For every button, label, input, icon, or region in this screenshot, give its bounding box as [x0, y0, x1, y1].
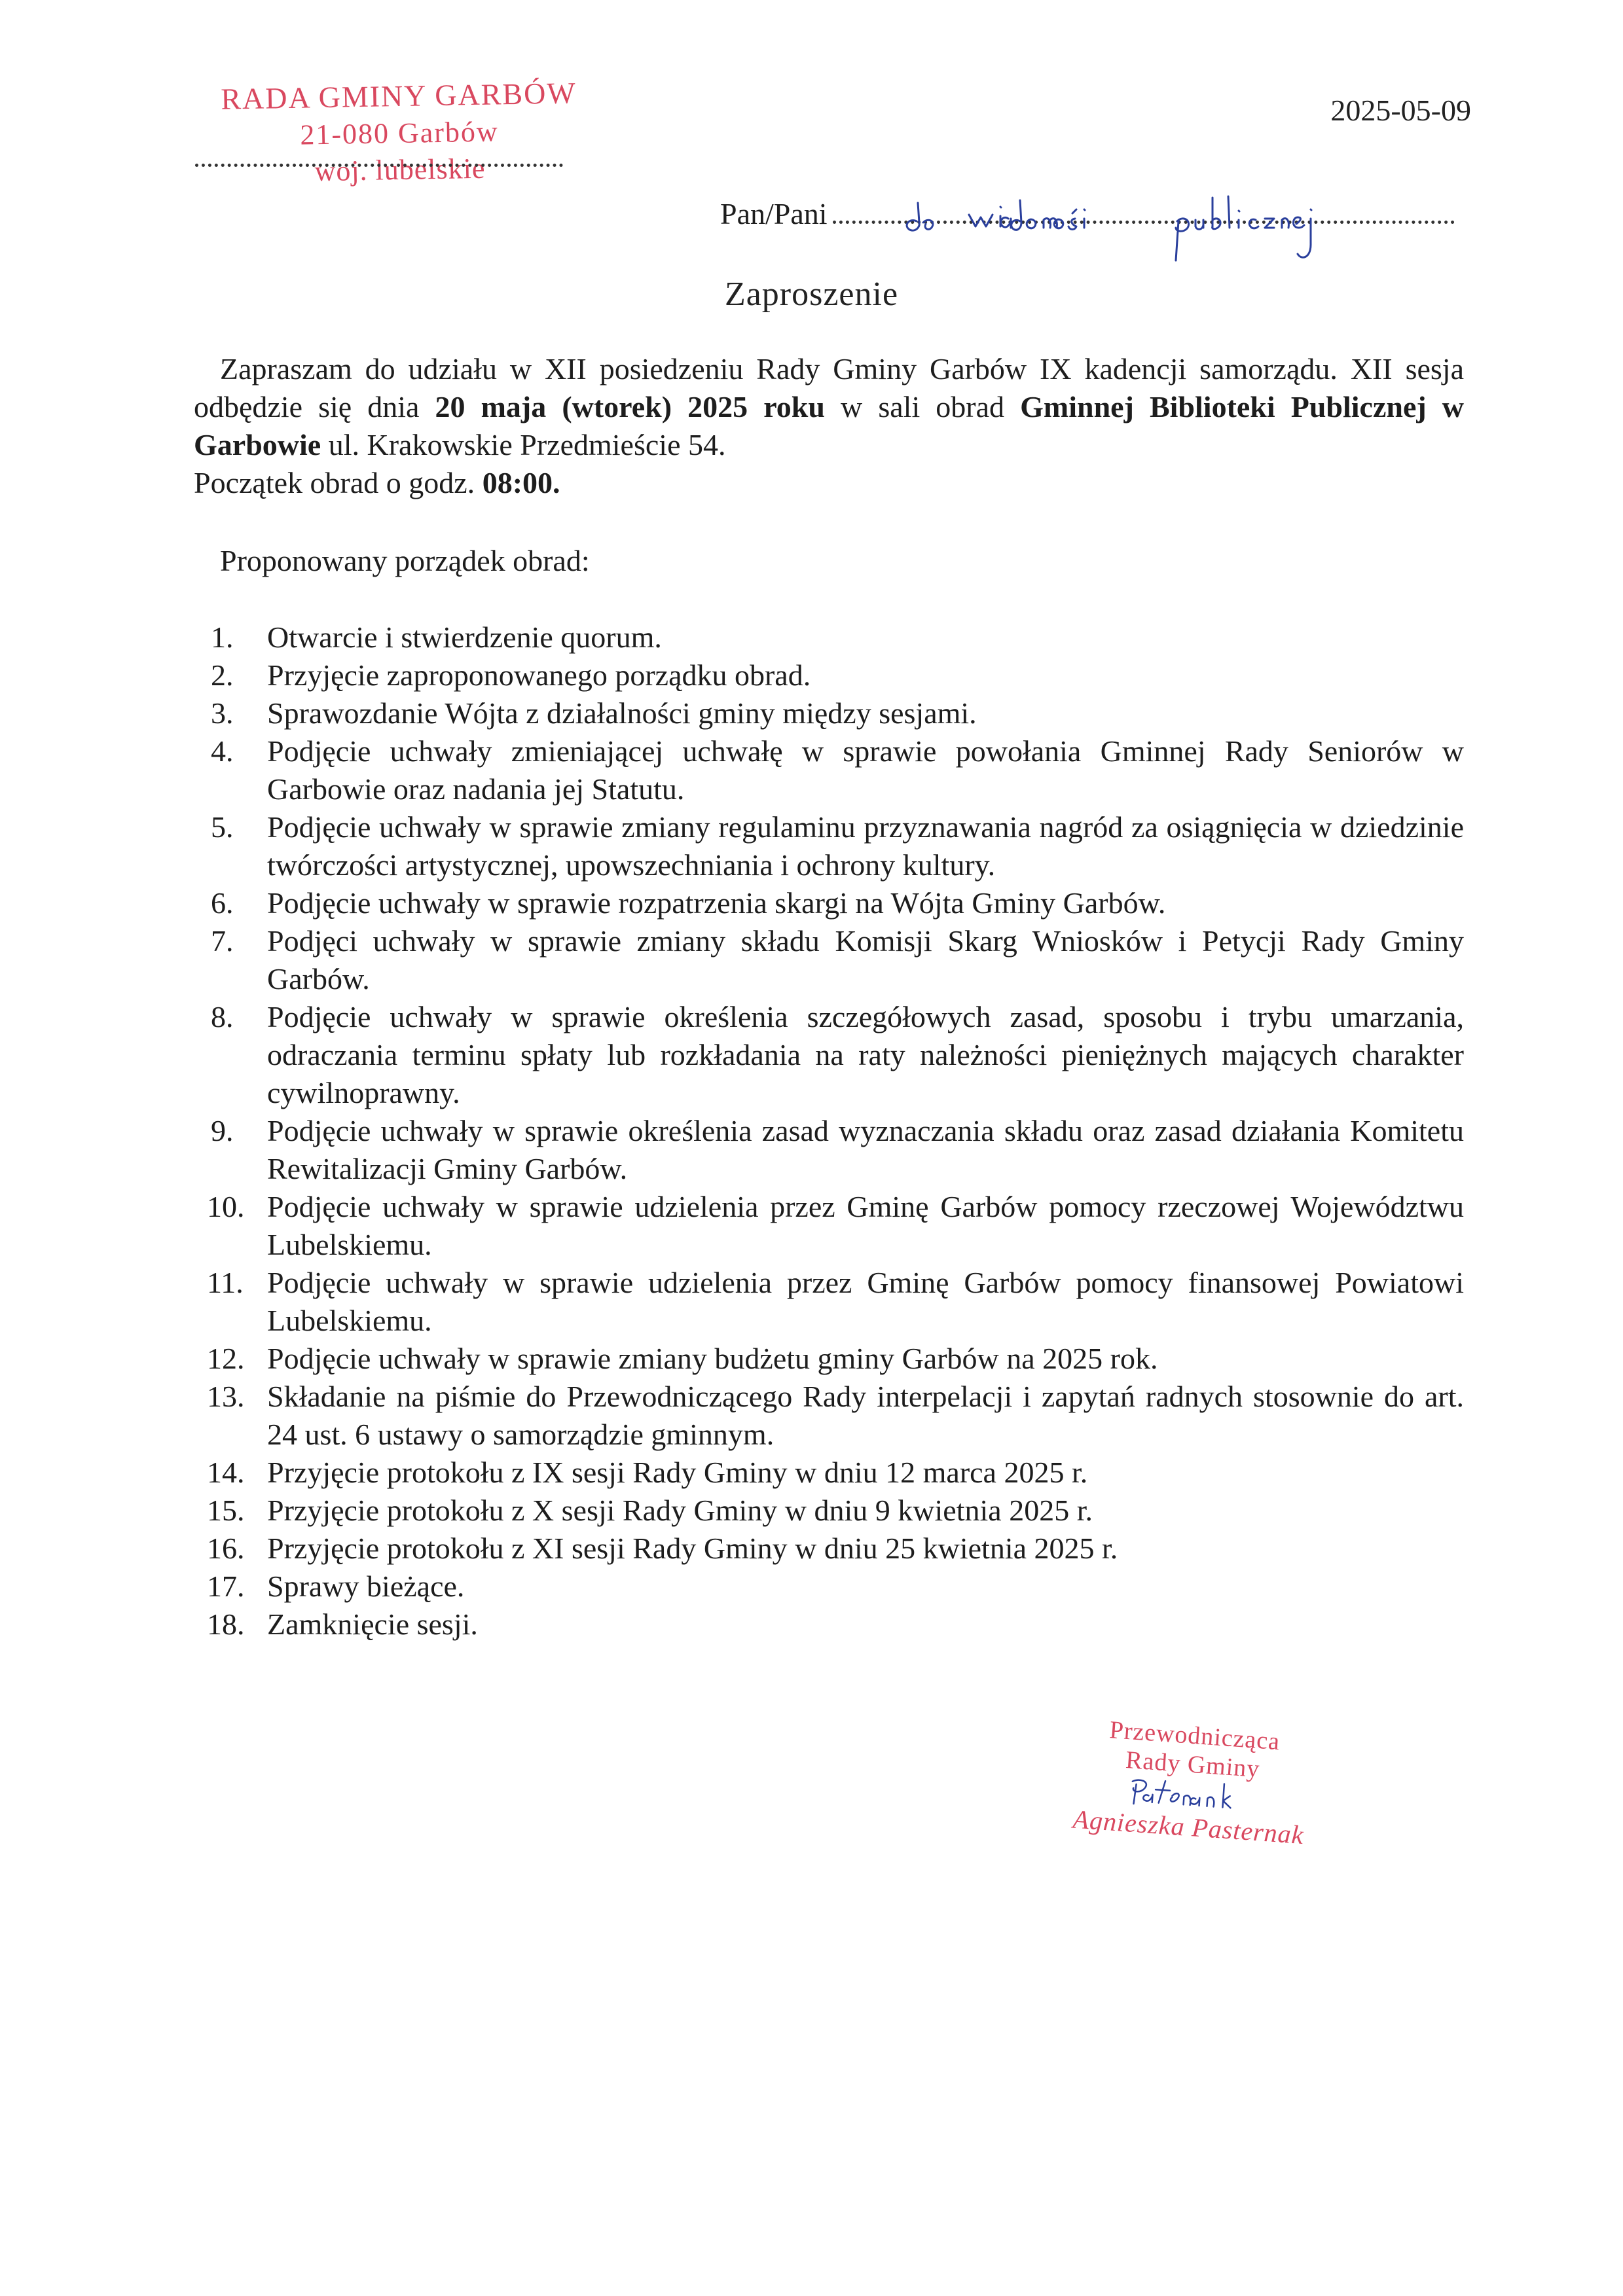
intro-text-c: w sali obrad	[824, 390, 1021, 423]
stamp-line-name: RADA GMINY GARBÓW	[220, 76, 577, 116]
agenda-item	[194, 1340, 1464, 1378]
agenda-item	[194, 1530, 1464, 1568]
agenda-item	[194, 732, 1464, 808]
agenda-item	[194, 998, 1464, 1112]
agenda-item-text: Zamknięcie sesji.	[267, 1607, 478, 1641]
agenda-item-number: 17.	[207, 1570, 245, 1603]
agenda-item	[194, 1112, 1464, 1188]
agenda-item-text: Podjęcie uchwały zmieniającej uchwałę w sprawie powołania Gminnej Rady Seniorów w Garbowie oraz nadania jej Statutu.	[267, 734, 1464, 806]
agenda-item-text: Podjęcie uchwały w sprawie zmiany budżetu gminy Garbów na 2025 rok.	[267, 1342, 1158, 1375]
agenda-item-number: 10.	[207, 1190, 245, 1223]
agenda-item-text: Podjęci uchwały w sprawie zmiany składu Komisji Skarg Wniosków i Petycji Rady Gminy Garbów.	[267, 924, 1464, 996]
agenda-item-text: Podjęcie uchwały w sprawie zmiany regulaminu przyznawania nagród za osiągnięcia w dziedzinie twórczości artystycznej, upowszechniania i ochrony kultury.	[267, 810, 1464, 882]
invitation-paragraph	[194, 350, 1464, 464]
agenda-item	[194, 808, 1464, 884]
session-date: 20 maja (wtorek) 2025 roku	[435, 390, 825, 423]
signature-name: Agnieszka Pasternak	[1072, 1804, 1305, 1850]
agenda-item-text: Podjęcie uchwały w sprawie określenia szczegółowych zasad, sposobu i trybu umarzania, odraczania terminu spłaty lub rozkładania na raty należności pieniężnych mających charakter cywilnoprawny.	[267, 1000, 1464, 1109]
agenda-item-number: 4.	[211, 734, 234, 768]
agenda-item	[194, 1378, 1464, 1454]
document-date: 2025-05-09	[1330, 94, 1471, 127]
agenda-item-number: 2.	[211, 658, 234, 692]
signature-stamp	[1044, 1712, 1340, 1853]
agenda-item-text: Przyjęcie protokołu z X sesji Rady Gminy w dniu 9 kwietnia 2025 r.	[267, 1494, 1093, 1527]
agenda-item	[194, 884, 1464, 922]
agenda-item	[194, 1454, 1464, 1492]
agenda-item-text: Podjęcie uchwały w sprawie udzielenia przez Gminę Garbów pomocy finansowej Powiatowi Lubelskiemu.	[267, 1266, 1464, 1337]
stamp-line-postcode: 21-080 Garbów	[299, 115, 500, 151]
venue-name: Gminnej Biblioteki Publicznej w Garbowie	[194, 390, 1465, 461]
agenda-item-number: 6.	[211, 886, 234, 920]
agenda-item-text: Podjęcie uchwały w sprawie określenia zasad wyznaczania składu oraz zasad działania Komitetu Rewitalizacji Gminy Garbów.	[267, 1114, 1464, 1185]
agenda-item-text: Sprawy bieżące.	[267, 1570, 465, 1603]
agenda-item-text: Przyjęcie zaproponowanego porządku obrad.	[267, 658, 811, 692]
agenda-item-number: 12.	[207, 1342, 245, 1375]
agenda-item-number: 9.	[211, 1114, 234, 1147]
agenda-item	[194, 1264, 1464, 1340]
agenda-item-text: Otwarcie i stwierdzenie quorum.	[267, 620, 662, 654]
start-time-value: 08:00.	[482, 466, 560, 499]
agenda-item	[194, 1188, 1464, 1264]
agenda-item-number: 15.	[207, 1494, 245, 1527]
agenda-item-text: Podjęcie uchwały w sprawie udzielenia przez Gminę Garbów pomocy rzeczowej Województwu Lubelskiemu.	[267, 1190, 1464, 1261]
agenda-item-number: 1.	[211, 620, 234, 654]
agenda-item-number: 3.	[211, 696, 234, 730]
stamp-dotted-line	[195, 164, 563, 167]
agenda-heading: Proponowany porządek obrad:	[220, 544, 590, 577]
agenda-item	[194, 656, 1464, 694]
start-time-label: Początek obrad o godz.	[194, 466, 483, 499]
agenda-item-number: 13.	[207, 1380, 245, 1413]
council-stamp	[196, 74, 604, 192]
agenda-item	[194, 619, 1464, 656]
agenda-list	[194, 619, 1464, 1643]
agenda-item	[194, 1492, 1464, 1530]
invitation-body	[194, 350, 1464, 502]
agenda-item-text: Podjęcie uchwały w sprawie rozpatrzenia skargi na Wójta Gminy Garbów.	[267, 886, 1166, 920]
agenda-item-number: 7.	[211, 924, 234, 958]
page-title: Zaproszenie	[724, 276, 899, 313]
agenda-item	[194, 1605, 1464, 1643]
addressee-label: Pan/Pani	[720, 197, 828, 230]
agenda-item-number: 8.	[211, 1000, 234, 1033]
signature-body: Rady Gminy	[1125, 1746, 1261, 1784]
agenda-item-text: Sprawozdanie Wójta z działalności gminy między sesjami.	[267, 696, 977, 730]
venue-address: ul. Krakowskie Przedmieście 54.	[321, 428, 726, 461]
stamp-line-region: woj. lubelskie	[314, 152, 486, 188]
agenda-item-number: 16.	[207, 1532, 245, 1565]
handwritten-addressee	[903, 175, 1467, 280]
agenda-item-number: 14.	[207, 1456, 245, 1489]
agenda-item-number: 5.	[211, 810, 234, 844]
signature-role: Przewodnicząca	[1108, 1716, 1281, 1756]
agenda-item	[194, 1568, 1464, 1605]
start-time-line	[194, 464, 1464, 502]
agenda-item-number: 18.	[207, 1607, 245, 1641]
agenda-item-number: 11.	[207, 1266, 244, 1299]
agenda-item	[194, 922, 1464, 998]
agenda-item-text: Przyjęcie protokołu z XI sesji Rady Gminy w dniu 25 kwietnia 2025 r.	[267, 1532, 1118, 1565]
agenda-item-text: Składanie na piśmie do Przewodniczącego Rady interpelacji i zapytań radnych stosownie do art. 24 ust. 6 ustawy o samorządzie gminnym.	[267, 1380, 1464, 1451]
agenda-item-text: Przyjęcie protokołu z IX sesji Rady Gminy w dniu 12 marca 2025 r.	[267, 1456, 1088, 1489]
agenda-item	[194, 694, 1464, 732]
intro-text-a: Zapraszam do udziału w XII posiedzeniu Rady Gminy Garbów IX kadencji samorządu. XII sesja odbędzie się dnia	[194, 352, 1464, 423]
